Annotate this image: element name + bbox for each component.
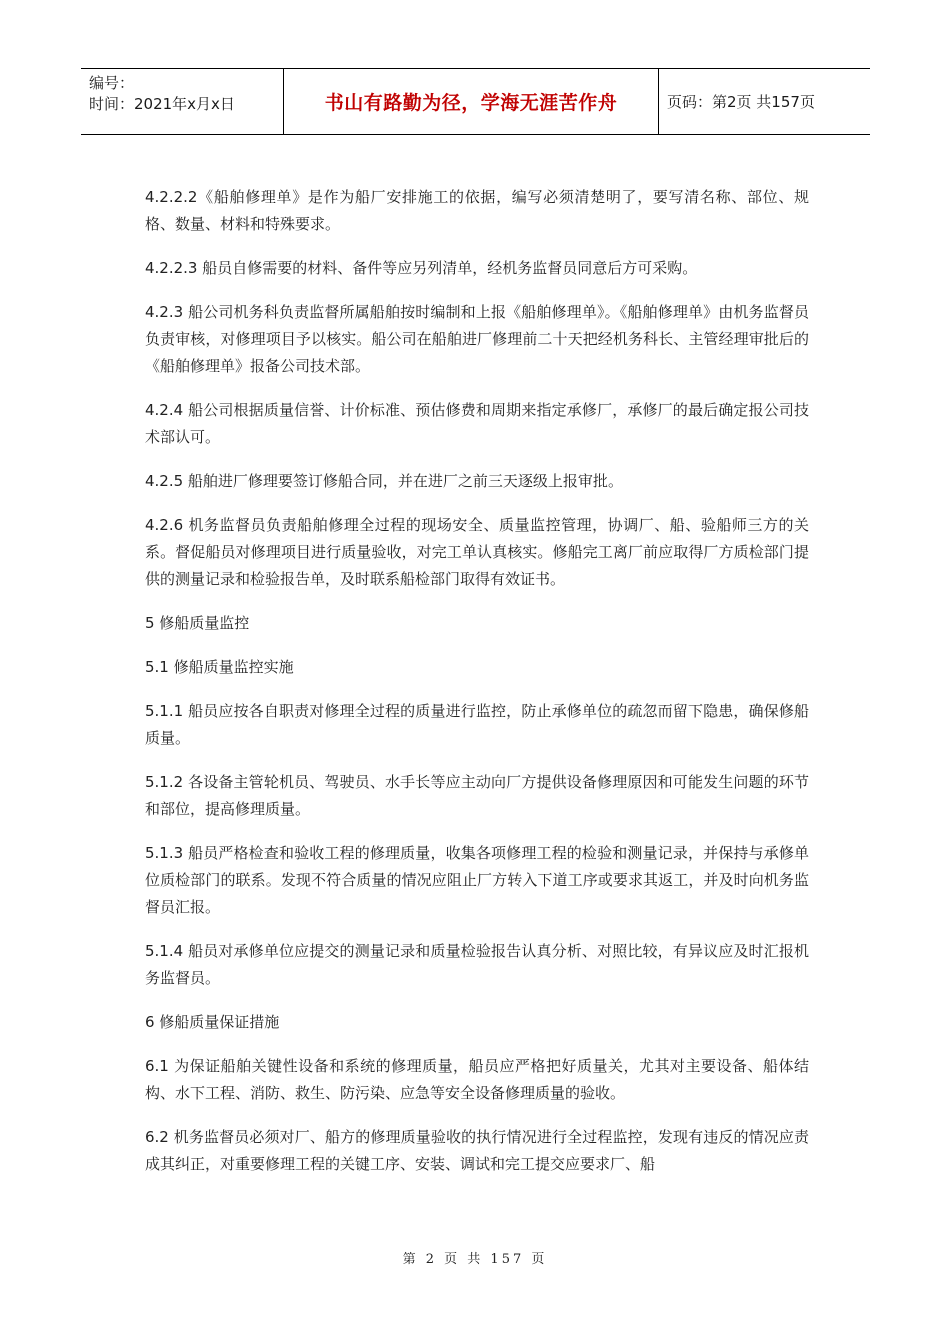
subsection-heading: 5.1 修船质量监控实施 (145, 658, 294, 676)
paragraph: 4.2.6 机务监督员负责船舶修理全过程的现场安全、质量监控管理，协调厂、船、验船师三方的关系。督促船员对修理项目进行质量验收，对完工单认真核实。修船完工离厂前应取得厂方质检部门提供的测量记录和检验报告单，及时联系船检部门取得有效证书。 (145, 516, 809, 588)
paragraph: 4.2.4 船公司根据质量信誉、计价标准、预估修费和周期来指定承修厂，承修厂的最后确定报公司技术部认可。 (145, 401, 809, 446)
paragraph: 5.1.2 各设备主管轮机员、驾驶员、水手长等应主动向厂方提供设备修理原因和可能发生问题的环节和部位，提高修理质量。 (145, 773, 809, 818)
header-motto: 书山有路勤为径，学海无涯苦作舟 (283, 69, 659, 134)
paragraph: 6.1 为保证船舶关键性设备和系统的修理质量，船员应严格把好质量关，尤其对主要设备、船体结构、水下工程、消防、救生、防污染、应急等安全设备修理质量的验收。 (145, 1057, 809, 1102)
paragraph: 4.2.2.2《船舶修理单》是作为船厂安排施工的依据，编写必须清楚明了，要写清名称、部位、规格、数量、材料和特殊要求。 (145, 188, 809, 233)
paragraph: 5.1.3 船员严格检查和验收工程的修理质量，收集各项修理工程的检验和测量记录，并保持与承修单位质检部门的联系。发现不符合质量的情况应阻止厂方转入下道工序或要求其返工，并及时向机务监督员汇报。 (145, 844, 809, 916)
header-meta (81, 69, 283, 134)
header-page-info: 页码：第2页 共157页 (667, 93, 815, 111)
document-number-label: 编号： (89, 74, 135, 92)
page-header (81, 68, 870, 135)
paragraph: 4.2.3 船公司机务科负责监督所属船舶按时编制和上报《船舶修理单》。《船舶修理单》由机务监督员负责审核，对修理项目予以核实。船公司在船舶进厂修理前二十天把经机务科长、主管经理审批后的《船舶修理单》报备公司技术部。 (145, 303, 809, 375)
page-footer: 第 2 页 共 157 页 (402, 1252, 548, 1267)
paragraph: 6.2 机务监督员必须对厂、船方的修理质量验收的执行情况进行全过程监控，发现有违反的情况应责成其纠正，对重要修理工程的关键工序、安装、调试和完工提交应要求厂、船 (145, 1128, 809, 1173)
section-heading: 6 修船质量保证措施 (145, 1013, 280, 1031)
document-body (145, 184, 809, 1195)
paragraph: 4.2.5 船舶进厂修理要签订修船合同，并在进厂之前三天逐级上报审批。 (145, 472, 623, 490)
paragraph: 4.2.2.3 船员自修需要的材料、备件等应另列清单，经机务监督员同意后方可采购。 (145, 259, 698, 277)
document-date: 时间：2021年x月x日 (89, 95, 235, 113)
section-heading: 5 修船质量监控 (145, 614, 250, 632)
paragraph: 5.1.4 船员对承修单位应提交的测量记录和质量检验报告认真分析、对照比较，有异议应及时汇报机务监督员。 (145, 942, 809, 987)
paragraph: 5.1.1 船员应按各自职责对修理全过程的质量进行监控，防止承修单位的疏忽而留下隐患，确保修船质量。 (145, 702, 809, 747)
